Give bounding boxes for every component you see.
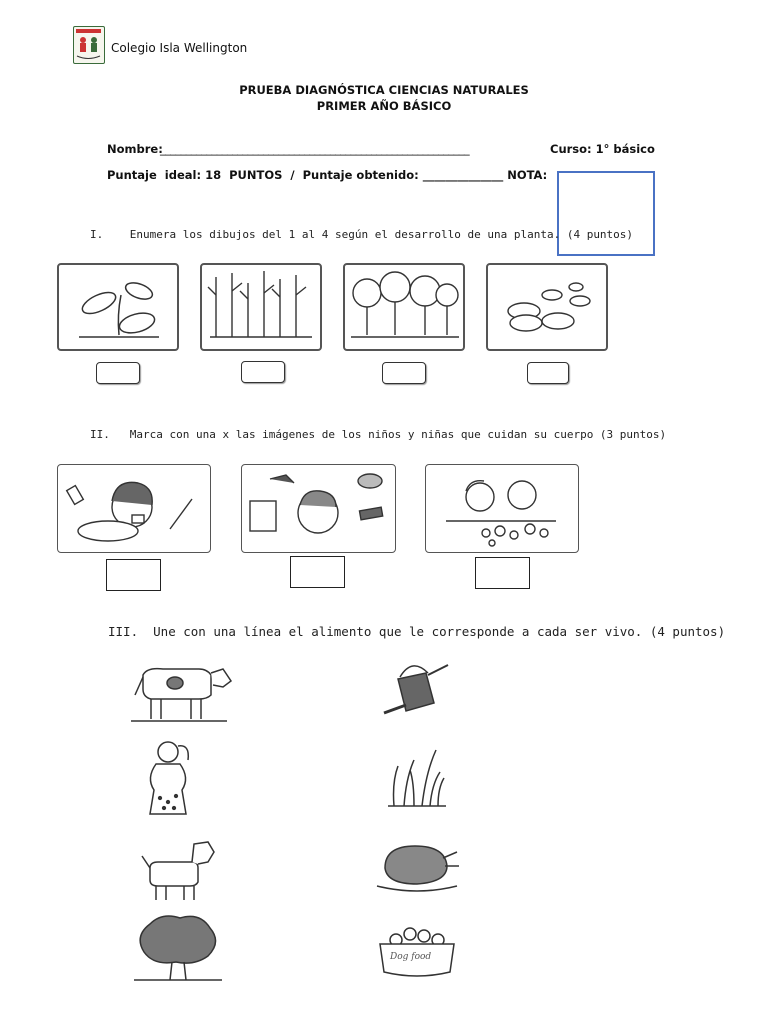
watering-can-icon — [376, 655, 458, 721]
forest-icon — [345, 265, 463, 349]
answer-box-3[interactable] — [382, 362, 426, 384]
young-trees-icon — [202, 265, 320, 349]
girl-image — [138, 738, 202, 822]
children-eating-healthy-icon — [426, 465, 577, 551]
dog-food-bowl-icon — [374, 920, 460, 982]
page-title: PRUEBA DIAGNÓSTICA CIENCIAS NATURALES — [239, 83, 529, 97]
seeds-icon — [488, 265, 606, 349]
watering-can-image — [376, 655, 458, 721]
dog-bowl-label: Dog food — [390, 952, 432, 962]
tree-icon — [130, 912, 226, 984]
grade-box[interactable] — [557, 171, 655, 256]
tree-image — [130, 912, 226, 984]
plant-icon — [59, 265, 177, 349]
roast-chicken-image — [373, 838, 465, 898]
child-brushing-image — [57, 464, 211, 553]
cow-icon — [127, 655, 235, 727]
seeds-image — [486, 263, 608, 351]
mark-box-3[interactable] — [475, 557, 530, 589]
school-logo — [73, 26, 105, 64]
puntaje-line: Puntaje ideal: 18 PUNTOS / Puntaje obtenido: ______________ NOTA: — [107, 168, 548, 182]
dog-bowl-image — [374, 920, 460, 982]
child-sweets-image — [241, 464, 396, 553]
young-trees-image — [200, 263, 322, 351]
nombre-field[interactable]: ____________________________________________________________ — [160, 142, 470, 156]
plant-image — [57, 263, 179, 351]
nombre-label: Nombre: — [107, 142, 163, 156]
mark-box-2[interactable] — [290, 556, 345, 588]
forest-image — [343, 263, 465, 351]
curso-label: Curso: 1° básico — [550, 142, 655, 156]
section-1-instruction: I. Enumera los dibujos del 1 al 4 según el desarrollo de una planta. (4 puntos) — [90, 228, 634, 241]
girl-icon — [138, 738, 202, 822]
grass-image — [384, 742, 450, 812]
answer-box-4[interactable] — [527, 362, 569, 384]
roast-chicken-icon — [373, 838, 465, 898]
mark-box-1[interactable] — [106, 559, 161, 591]
page-subtitle: PRIMER AÑO BÁSICO — [316, 99, 452, 113]
child-brushing-teeth-icon — [58, 465, 209, 551]
answer-box-1[interactable] — [96, 362, 140, 384]
school-name: Colegio Isla Wellington — [111, 41, 248, 55]
cow-image — [127, 655, 235, 727]
answer-box-2[interactable] — [241, 361, 285, 383]
child-eating-sweets-icon — [242, 465, 394, 551]
children-healthy-image — [425, 464, 579, 553]
section-3-instruction: III. Une con una línea el alimento que le corresponde a cada ser vivo. (4 puntos) — [108, 624, 726, 639]
dog-icon — [138, 836, 220, 906]
grass-icon — [384, 742, 450, 812]
section-2-instruction: II. Marca con una x las imágenes de los niños y niñas que cuidan su cuerpo (3 puntos) — [90, 428, 667, 441]
dog-image — [138, 836, 220, 906]
